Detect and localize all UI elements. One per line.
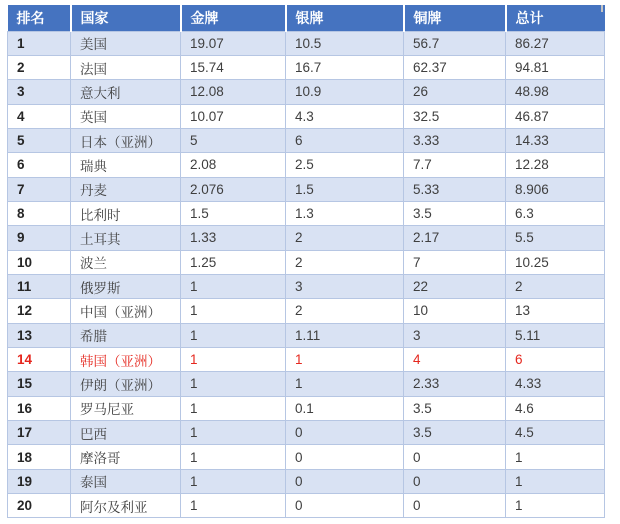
- country-cell: 法国: [71, 55, 181, 79]
- rank-cell: 11: [8, 274, 71, 298]
- total-cell: 13: [506, 299, 605, 323]
- total-cell: 48.98: [506, 80, 605, 104]
- gold-cell: 1.25: [181, 250, 286, 274]
- silver-cell: 16.7: [286, 55, 404, 79]
- bronze-cell: 22: [404, 274, 506, 298]
- bronze-cell: 56.7: [404, 31, 506, 55]
- bronze-cell: 3.5: [404, 396, 506, 420]
- silver-cell: 0: [286, 469, 404, 493]
- bronze-cell: 3.33: [404, 128, 506, 152]
- gold-cell: 1: [181, 274, 286, 298]
- table-row: [8, 445, 605, 469]
- table-row: [8, 80, 605, 104]
- total-cell: 6: [506, 347, 605, 371]
- bronze-cell: 3.5: [404, 421, 506, 445]
- gold-cell: 19.07: [181, 31, 286, 55]
- gold-cell: 1: [181, 469, 286, 493]
- table-row: [8, 201, 605, 225]
- country-cell: 中国（亚洲）: [71, 299, 181, 323]
- gold-cell: 1: [181, 323, 286, 347]
- gold-cell: 1.33: [181, 226, 286, 250]
- bronze-cell: 3: [404, 323, 506, 347]
- country-cell: 美国: [71, 31, 181, 55]
- bronze-cell: 0: [404, 494, 506, 518]
- bronze-cell: 0: [404, 469, 506, 493]
- country-cell: 希腊: [71, 323, 181, 347]
- table-row: [8, 177, 605, 201]
- bronze-cell: 7: [404, 250, 506, 274]
- total-cell: 6.3: [506, 201, 605, 225]
- silver-cell: 2: [286, 250, 404, 274]
- country-cell: 伊朗（亚洲）: [71, 372, 181, 396]
- rank-cell: 1: [8, 31, 71, 55]
- table-header: [8, 5, 605, 31]
- country-cell: 土耳其: [71, 226, 181, 250]
- silver-cell: 0: [286, 445, 404, 469]
- silver-cell: 6: [286, 128, 404, 152]
- gold-cell: 1: [181, 347, 286, 371]
- column-header-silver: 银牌: [286, 5, 404, 31]
- table-body: [8, 31, 605, 518]
- silver-cell: 10.9: [286, 80, 404, 104]
- silver-cell: 3: [286, 274, 404, 298]
- silver-cell: 2: [286, 226, 404, 250]
- country-cell: 日本（亚洲）: [71, 128, 181, 152]
- silver-cell: 2.5: [286, 153, 404, 177]
- table-row: [8, 396, 605, 420]
- total-cell: 2: [506, 274, 605, 298]
- country-cell: 巴西: [71, 421, 181, 445]
- bronze-cell: 32.5: [404, 104, 506, 128]
- rank-cell: 14: [8, 347, 71, 371]
- country-cell: 摩洛哥: [71, 445, 181, 469]
- header-row: [8, 5, 605, 31]
- column-header-bronze: 铜牌: [404, 5, 506, 31]
- gold-cell: 2.08: [181, 153, 286, 177]
- table-row: [8, 31, 605, 55]
- table-row: [8, 104, 605, 128]
- table-row: [8, 469, 605, 493]
- silver-cell: 1.11: [286, 323, 404, 347]
- table-row: [8, 372, 605, 396]
- table-row: [8, 299, 605, 323]
- silver-cell: 1.5: [286, 177, 404, 201]
- column-header-rank: 排名: [8, 5, 71, 31]
- table-corner-handle: [601, 5, 603, 12]
- table-row: [8, 226, 605, 250]
- gold-cell: 1: [181, 396, 286, 420]
- rank-cell: 15: [8, 372, 71, 396]
- bronze-cell: 62.37: [404, 55, 506, 79]
- total-cell: 4.6: [506, 396, 605, 420]
- gold-cell: 1: [181, 372, 286, 396]
- rank-cell: 13: [8, 323, 71, 347]
- silver-cell: 1: [286, 372, 404, 396]
- gold-cell: 10.07: [181, 104, 286, 128]
- gold-cell: 1: [181, 299, 286, 323]
- total-cell: 5.5: [506, 226, 605, 250]
- rank-cell: 16: [8, 396, 71, 420]
- silver-cell: 2: [286, 299, 404, 323]
- rank-cell: 4: [8, 104, 71, 128]
- table-row: [8, 153, 605, 177]
- silver-cell: 1.3: [286, 201, 404, 225]
- rank-cell: 18: [8, 445, 71, 469]
- medal-standings-table: [7, 5, 605, 518]
- country-cell: 比利时: [71, 201, 181, 225]
- country-cell: 瑞典: [71, 153, 181, 177]
- silver-cell: 0.1: [286, 396, 404, 420]
- bronze-cell: 4: [404, 347, 506, 371]
- table-row: [8, 128, 605, 152]
- table-row: [8, 347, 605, 371]
- silver-cell: 4.3: [286, 104, 404, 128]
- table-row: [8, 250, 605, 274]
- country-cell: 罗马尼亚: [71, 396, 181, 420]
- country-cell: 阿尔及利亚: [71, 494, 181, 518]
- gold-cell: 1: [181, 421, 286, 445]
- country-cell: 俄罗斯: [71, 274, 181, 298]
- bronze-cell: 2.17: [404, 226, 506, 250]
- table-row: [8, 274, 605, 298]
- bronze-cell: 10: [404, 299, 506, 323]
- country-cell: 韩国（亚洲）: [71, 347, 181, 371]
- gold-cell: 15.74: [181, 55, 286, 79]
- silver-cell: 10.5: [286, 31, 404, 55]
- total-cell: 1: [506, 445, 605, 469]
- rank-cell: 3: [8, 80, 71, 104]
- country-cell: 波兰: [71, 250, 181, 274]
- silver-cell: 1: [286, 347, 404, 371]
- table-row: [8, 421, 605, 445]
- rank-cell: 5: [8, 128, 71, 152]
- rank-cell: 8: [8, 201, 71, 225]
- total-cell: 8.906: [506, 177, 605, 201]
- rank-cell: 2: [8, 55, 71, 79]
- gold-cell: 5: [181, 128, 286, 152]
- total-cell: 4.5: [506, 421, 605, 445]
- total-cell: 1: [506, 469, 605, 493]
- rank-cell: 6: [8, 153, 71, 177]
- bronze-cell: 2.33: [404, 372, 506, 396]
- column-header-total: 总计: [506, 5, 605, 31]
- rank-cell: 7: [8, 177, 71, 201]
- total-cell: 4.33: [506, 372, 605, 396]
- column-header-country: 国家: [71, 5, 181, 31]
- medal-standings-page: [0, 5, 620, 524]
- total-cell: 86.27: [506, 31, 605, 55]
- total-cell: 10.25: [506, 250, 605, 274]
- total-cell: 5.11: [506, 323, 605, 347]
- gold-cell: 12.08: [181, 80, 286, 104]
- country-cell: 英国: [71, 104, 181, 128]
- table-row: [8, 323, 605, 347]
- country-cell: 丹麦: [71, 177, 181, 201]
- silver-cell: 0: [286, 494, 404, 518]
- total-cell: 12.28: [506, 153, 605, 177]
- total-cell: 94.81: [506, 55, 605, 79]
- gold-cell: 2.076: [181, 177, 286, 201]
- bronze-cell: 26: [404, 80, 506, 104]
- rank-cell: 19: [8, 469, 71, 493]
- total-cell: 46.87: [506, 104, 605, 128]
- bronze-cell: 5.33: [404, 177, 506, 201]
- silver-cell: 0: [286, 421, 404, 445]
- bronze-cell: 7.7: [404, 153, 506, 177]
- country-cell: 意大利: [71, 80, 181, 104]
- gold-cell: 1.5: [181, 201, 286, 225]
- total-cell: 14.33: [506, 128, 605, 152]
- rank-cell: 12: [8, 299, 71, 323]
- rank-cell: 17: [8, 421, 71, 445]
- table-row: [8, 494, 605, 518]
- country-cell: 泰国: [71, 469, 181, 493]
- gold-cell: 1: [181, 494, 286, 518]
- column-header-gold: 金牌: [181, 5, 286, 31]
- bronze-cell: 0: [404, 445, 506, 469]
- bronze-cell: 3.5: [404, 201, 506, 225]
- total-cell: 1: [506, 494, 605, 518]
- rank-cell: 20: [8, 494, 71, 518]
- table-row: [8, 55, 605, 79]
- rank-cell: 9: [8, 226, 71, 250]
- gold-cell: 1: [181, 445, 286, 469]
- rank-cell: 10: [8, 250, 71, 274]
